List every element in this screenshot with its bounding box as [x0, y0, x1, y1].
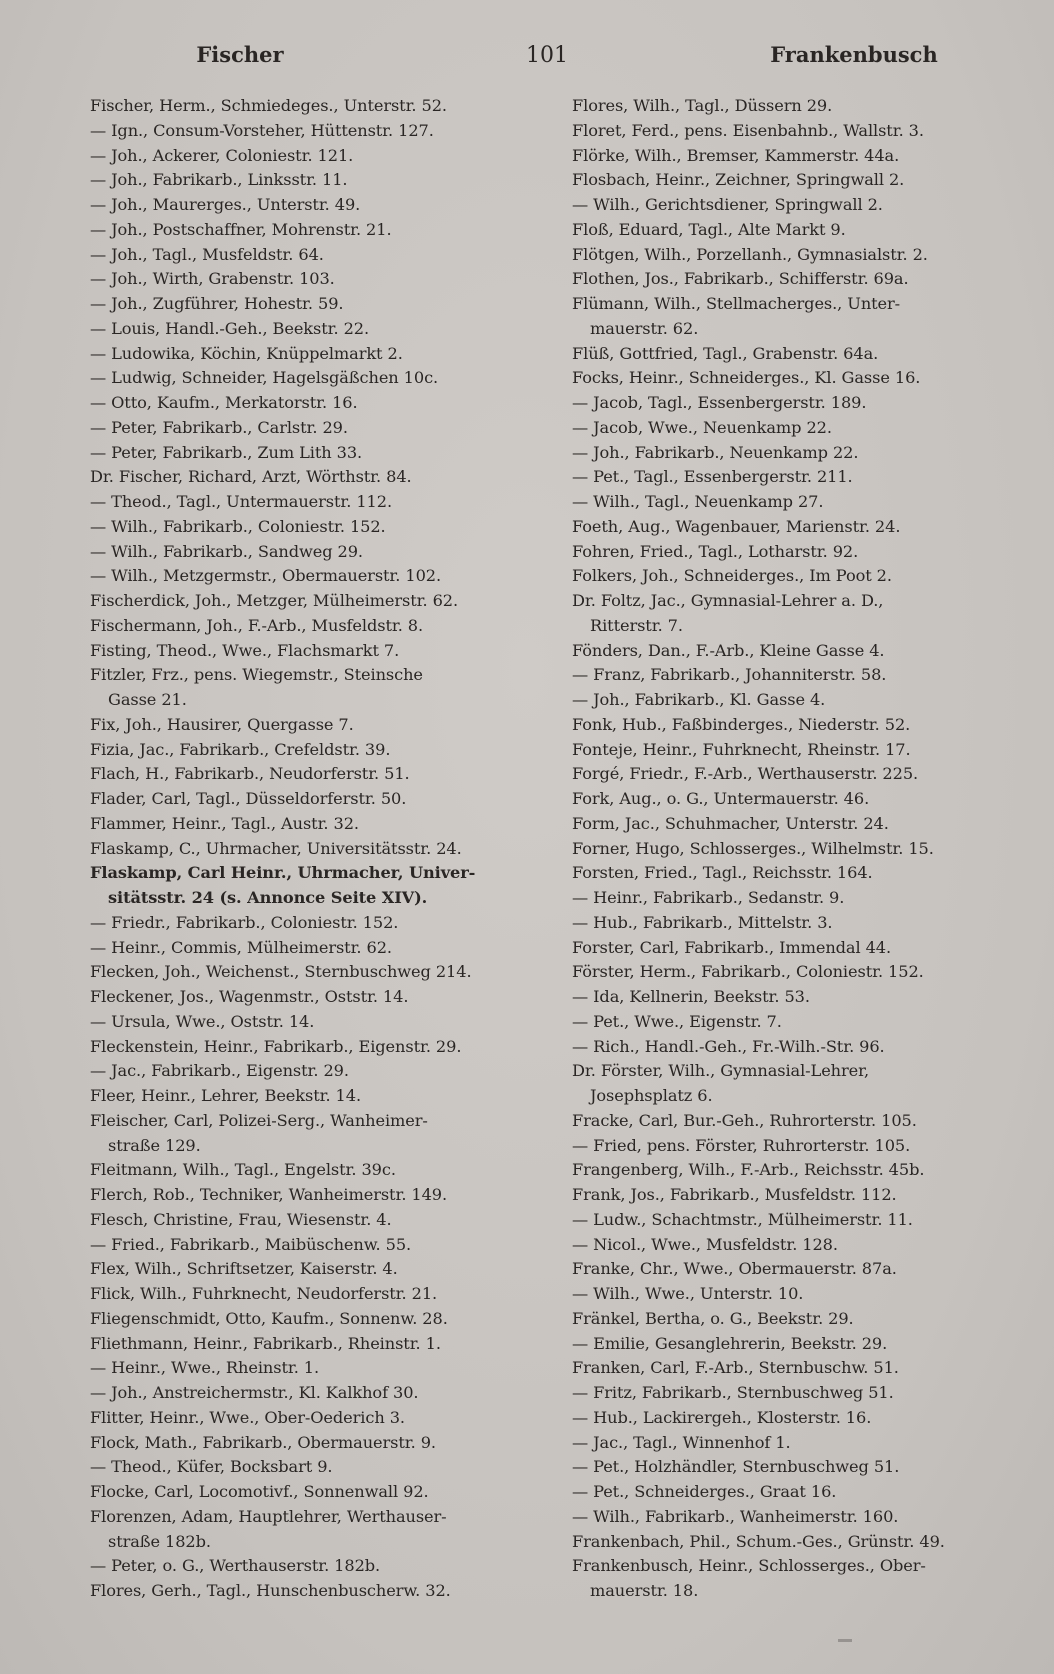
directory-entry: — Jac., Tagl., Winnenhof 1.: [572, 1432, 791, 1452]
directory-entry: Folkers, Joh., Schneiderges., Im Poot 2.: [572, 566, 892, 586]
directory-entry: Fisting, Theod., Wwe., Flachsmarkt 7.: [90, 640, 400, 660]
directory-entry: Forster, Carl, Fabrikarb., Immendal 44.: [572, 937, 892, 957]
directory-entry: Flosbach, Heinr., Zeichner, Springwall 2.: [572, 170, 905, 190]
directory-entry: Josephsplatz 6.: [590, 1086, 713, 1105]
directory-entry: — Friedr., Fabrikarb., Coloniestr. 152.: [90, 912, 399, 932]
directory-entry: Floß, Eduard, Tagl., Alte Markt 9.: [572, 219, 846, 239]
directory-entry: Flesch, Christine, Frau, Wiesenstr. 4.: [90, 1209, 392, 1229]
directory-entry: Flümann, Wilh., Stellmacherges., Unter-: [572, 294, 901, 313]
directory-entry: — Theod., Tagl., Untermauerstr. 112.: [90, 492, 392, 511]
directory-entry: — Joh., Fabrikarb., Neuenkamp 22.: [572, 442, 859, 462]
directory-entry: Forsten, Fried., Tagl., Reichsstr. 164.: [572, 863, 873, 883]
directory-entry: Frankenbusch, Heinr., Schlosserges., Ober-: [572, 1556, 926, 1576]
directory-entry: Frangenberg, Wilh., F.-Arb., Reichsstr. 45b.: [572, 1160, 925, 1180]
directory-entry: — Fried., Fabrikarb., Maibüschenw. 55.: [90, 1234, 412, 1254]
directory-entry: — Emilie, Gesanglehrerin, Beekstr. 29.: [572, 1333, 888, 1353]
directory-entry: Fränkel, Bertha, o. G., Beekstr. 29.: [572, 1308, 854, 1328]
directory-entry: — Franz, Fabrikarb., Johanniterstr. 58.: [572, 665, 887, 685]
page-number: 101: [526, 43, 568, 68]
directory-entry: Flötgen, Wilh., Porzellanh., Gymnasialstr. 2.: [572, 244, 928, 264]
directory-entry: Flörke, Wilh., Bremser, Kammerstr. 44a.: [572, 145, 900, 165]
directory-entry: — Jac., Fabrikarb., Eigenstr. 29.: [90, 1061, 349, 1081]
directory-entry: Form, Jac., Schuhmacher, Unterstr. 24.: [572, 813, 889, 833]
directory-entry: — Peter, Fabrikarb., Carlstr. 29.: [90, 417, 348, 437]
directory-entry: — Peter, o. G., Werthauserstr. 182b.: [90, 1556, 381, 1576]
directory-entry: Fliegenschmidt, Otto, Kaufm., Sonnenw. 28.: [90, 1308, 448, 1328]
directory-entry: Fix, Joh., Hausirer, Quergasse 7.: [90, 714, 354, 734]
directory-entry: — Pet., Holzhändler, Sternbuschweg 51.: [572, 1457, 900, 1477]
directory-entry: Flores, Wilh., Tagl., Düssern 29.: [572, 96, 833, 115]
directory-entry: Floret, Ferd., pens. Eisenbahnb., Wallstr. 3.: [572, 120, 924, 140]
directory-entry: Flick, Wilh., Fuhrknecht, Neudorferstr. 21.: [90, 1284, 438, 1303]
directory-entry: — Ludowika, Köchin, Knüppelmarkt 2.: [90, 343, 403, 363]
directory-entry: Flex, Wilh., Schriftsetzer, Kaiserstr. 4.: [90, 1259, 398, 1279]
directory-entry: Dr. Fischer, Richard, Arzt, Wörthstr. 84.: [90, 467, 412, 487]
directory-entry: — Hub., Fabrikarb., Mittelstr. 3.: [572, 912, 833, 932]
directory-entry: Dr. Förster, Wilh., Gymnasial-Lehrer,: [572, 1061, 870, 1081]
directory-entry: straße 129.: [108, 1135, 201, 1155]
directory-entry: — Otto, Kaufm., Merkatorstr. 16.: [90, 393, 358, 412]
directory-entry: mauerstr. 18.: [590, 1581, 699, 1600]
directory-entry: Franke, Chr., Wwe., Obermauerstr. 87a.: [572, 1259, 897, 1279]
directory-entry: — Fritz, Fabrikarb., Sternbuschweg 51.: [572, 1383, 894, 1402]
directory-entry: Flocke, Carl, Locomotivf., Sonnenwall 92.: [90, 1482, 429, 1501]
directory-entry: — Joh., Zugführer, Hohestr. 59.: [90, 294, 344, 313]
right-column: [572, 94, 1004, 1604]
directory-entry: Fischer, Herm., Schmiedeges., Unterstr. 52.: [90, 96, 447, 115]
directory-entry: Fitzler, Frz., pens. Wiegemstr., Steinsche: [90, 665, 423, 685]
directory-entry: — Heinr., Wwe., Rheinstr. 1.: [90, 1358, 320, 1378]
directory-entry: Fracke, Carl, Bur.-Geh., Ruhrorterstr. 105.: [572, 1110, 917, 1130]
directory-entry: Frank, Jos., Fabrikarb., Musfeldstr. 112.: [572, 1185, 897, 1204]
directory-entry: — Wilh., Fabrikarb., Sandweg 29.: [90, 541, 363, 561]
header-left-keyword: Fischer: [196, 42, 284, 67]
directory-entry: Flach, H., Fabrikarb., Neudorferstr. 51.: [90, 764, 410, 784]
left-column: [90, 94, 522, 1604]
page-header: [90, 42, 1004, 88]
directory-entry: — Wilh., Fabrikarb., Coloniestr. 152.: [90, 516, 386, 536]
directory-entry: — Joh., Tagl., Musfeldstr. 64.: [90, 244, 324, 264]
directory-entry: straße 182b.: [108, 1531, 211, 1551]
directory-entry: Flammer, Heinr., Tagl., Austr. 32.: [90, 813, 359, 833]
directory-entry: — Joh., Postschaffner, Mohrenstr. 21.: [90, 219, 392, 239]
directory-entry: Forgé, Friedr., F.-Arb., Werthauserstr. 225.: [572, 764, 919, 784]
directory-entry: Foeth, Aug., Wagenbauer, Marienstr. 24.: [572, 516, 901, 536]
directory-entry: Flecken, Joh., Weichenst., Sternbuschweg 214.: [90, 962, 472, 982]
directory-entry: Focks, Heinr., Schneiderges., Kl. Gasse 16.: [572, 368, 921, 388]
directory-entry: Förster, Herm., Fabrikarb., Coloniestr. 152.: [572, 962, 924, 982]
directory-entry: — Heinr., Commis, Mülheimerstr. 62.: [90, 937, 392, 957]
directory-entry: Dr. Foltz, Jac., Gymnasial-Lehrer a. D.,: [572, 591, 884, 610]
directory-entry: — Pet., Tagl., Essenbergerstr. 211.: [572, 467, 853, 487]
directory-entry: — Peter, Fabrikarb., Zum Lith 33.: [90, 442, 363, 462]
directory-entry: Fohren, Fried., Tagl., Lotharstr. 92.: [572, 541, 859, 561]
directory-entry: Franken, Carl, F.-Arb., Sternbuschw. 51.: [572, 1358, 899, 1378]
directory-entry: — Fried, pens. Förster, Ruhrorterstr. 105.: [572, 1135, 911, 1155]
directory-entry: Fönders, Dan., F.-Arb., Kleine Gasse 4.: [572, 640, 885, 660]
directory-entry: — Louis, Handl.-Geh., Beekstr. 22.: [90, 318, 370, 338]
directory-entry: — Wilh., Wwe., Unterstr. 10.: [572, 1284, 804, 1303]
directory-entry: — Joh., Fabrikarb., Kl. Gasse 4.: [572, 690, 826, 709]
directory-entry: Florenzen, Adam, Hauptlehrer, Werthauser-: [90, 1506, 447, 1526]
directory-entry: — Ida, Kellnerin, Beekstr. 53.: [572, 987, 810, 1006]
directory-entry: — Heinr., Fabrikarb., Sedanstr. 9.: [572, 888, 845, 907]
directory-entry: sitätsstr. 24 (s. Annonce Seite XIV).: [108, 888, 428, 907]
directory-entry: — Hub., Lackirergeh., Klosterstr. 16.: [572, 1407, 872, 1427]
directory-entry: Flothen, Jos., Fabrikarb., Schifferstr. 69a.: [572, 269, 909, 289]
directory-entry: — Pet., Schneiderges., Graat 16.: [572, 1482, 837, 1501]
directory-entry: Fleitmann, Wilh., Tagl., Engelstr. 39c.: [90, 1160, 396, 1180]
print-mark: [838, 1639, 852, 1642]
directory-entry: — Rich., Handl.-Geh., Fr.-Wilh.-Str. 96.: [572, 1036, 885, 1056]
directory-entry: — Ign., Consum-Vorsteher, Hüttenstr. 127.: [90, 120, 434, 140]
directory-entry: — Ludwig, Schneider, Hagelsgäßchen 10c.: [90, 368, 439, 388]
directory-entry: — Wilh., Gerichtsdiener, Springwall 2.: [572, 195, 883, 214]
directory-entry: Fliethmann, Heinr., Fabrikarb., Rheinstr. 1.: [90, 1333, 441, 1353]
directory-entry: — Jacob, Wwe., Neuenkamp 22.: [572, 417, 832, 437]
directory-entry: Flüß, Gottfried, Tagl., Grabenstr. 64a.: [572, 343, 879, 363]
directory-entry: — Nicol., Wwe., Musfeldstr. 128.: [572, 1234, 838, 1254]
directory-entry: Flores, Gerh., Tagl., Hunschenbuscherw. 32.: [90, 1581, 451, 1600]
directory-entry: — Joh., Anstreichermstr., Kl. Kalkhof 30.: [90, 1383, 419, 1402]
directory-entry: — Ursula, Wwe., Oststr. 14.: [90, 1011, 315, 1031]
directory-entry: Flaskamp, C., Uhrmacher, Universitätsstr. 24.: [90, 838, 462, 858]
directory-entry: Flader, Carl, Tagl., Düsseldorferstr. 50.: [90, 789, 407, 808]
directory-entry: mauerstr. 62.: [590, 318, 699, 338]
directory-entry: — Wilh., Tagl., Neuenkamp 27.: [572, 492, 824, 511]
directory-entry: Flock, Math., Fabrikarb., Obermauerstr. 9.: [90, 1432, 436, 1452]
directory-entry: — Ludw., Schachtmstr., Mülheimerstr. 11.: [572, 1209, 913, 1229]
directory-entry: — Joh., Ackerer, Coloniestr. 121.: [90, 145, 354, 165]
directory-entry: Flerch, Rob., Techniker, Wanheimerstr. 149.: [90, 1185, 448, 1204]
directory-entry: — Joh., Maurerges., Unterstr. 49.: [90, 195, 361, 214]
directory-entry: Forner, Hugo, Schlosserges., Wilhelmstr. 15.: [572, 838, 934, 858]
directory-entry: — Jacob, Tagl., Essenbergerstr. 189.: [572, 393, 867, 412]
directory-entry: Gasse 21.: [108, 690, 187, 709]
directory-entry: — Wilh., Fabrikarb., Wanheimerstr. 160.: [572, 1506, 899, 1526]
directory-entry: Fonteje, Heinr., Fuhrknecht, Rheinstr. 17.: [572, 739, 911, 759]
directory-entry: Fork, Aug., o. G., Untermauerstr. 46.: [572, 789, 870, 808]
directory-entry: Fizia, Jac., Fabrikarb., Crefeldstr. 39.: [90, 739, 391, 759]
directory-entry: Fischerdick, Joh., Metzger, Mülheimerstr. 62.: [90, 591, 459, 610]
directory-entry: Fleckenstein, Heinr., Fabrikarb., Eigenstr. 29.: [90, 1036, 462, 1056]
directory-entry: Fleckener, Jos., Wagenmstr., Oststr. 14.: [90, 987, 409, 1006]
directory-entry: Flaskamp, Carl Heinr., Uhrmacher, Univer-: [90, 863, 476, 883]
directory-entry: — Theod., Küfer, Bocksbart 9.: [90, 1457, 333, 1477]
directory-entry: Fleischer, Carl, Polizei-Serg., Wanheimer-: [90, 1110, 428, 1130]
directory-entry: Ritterstr. 7.: [590, 615, 683, 635]
directory-entry: — Wilh., Metzgermstr., Obermauerstr. 102.: [90, 566, 442, 586]
directory-entry: — Pet., Wwe., Eigenstr. 7.: [572, 1011, 782, 1031]
header-right-keyword: Frankenbusch: [770, 42, 938, 67]
directory-entry: — Joh., Wirth, Grabenstr. 103.: [90, 269, 335, 289]
directory-entry: Fonk, Hub., Faßbinderges., Niederstr. 52.: [572, 714, 911, 734]
directory-entry: Frankenbach, Phil., Schum.-Ges., Grünstr. 49.: [572, 1531, 945, 1551]
directory-entry: Flitter, Heinr., Wwe., Ober-Oederich 3.: [90, 1407, 405, 1427]
directory-entry: Fleer, Heinr., Lehrer, Beekstr. 14.: [90, 1086, 362, 1105]
directory-entry: — Joh., Fabrikarb., Linksstr. 11.: [90, 170, 348, 190]
directory-entry: Fischermann, Joh., F.-Arb., Musfeldstr. 8.: [90, 615, 424, 635]
